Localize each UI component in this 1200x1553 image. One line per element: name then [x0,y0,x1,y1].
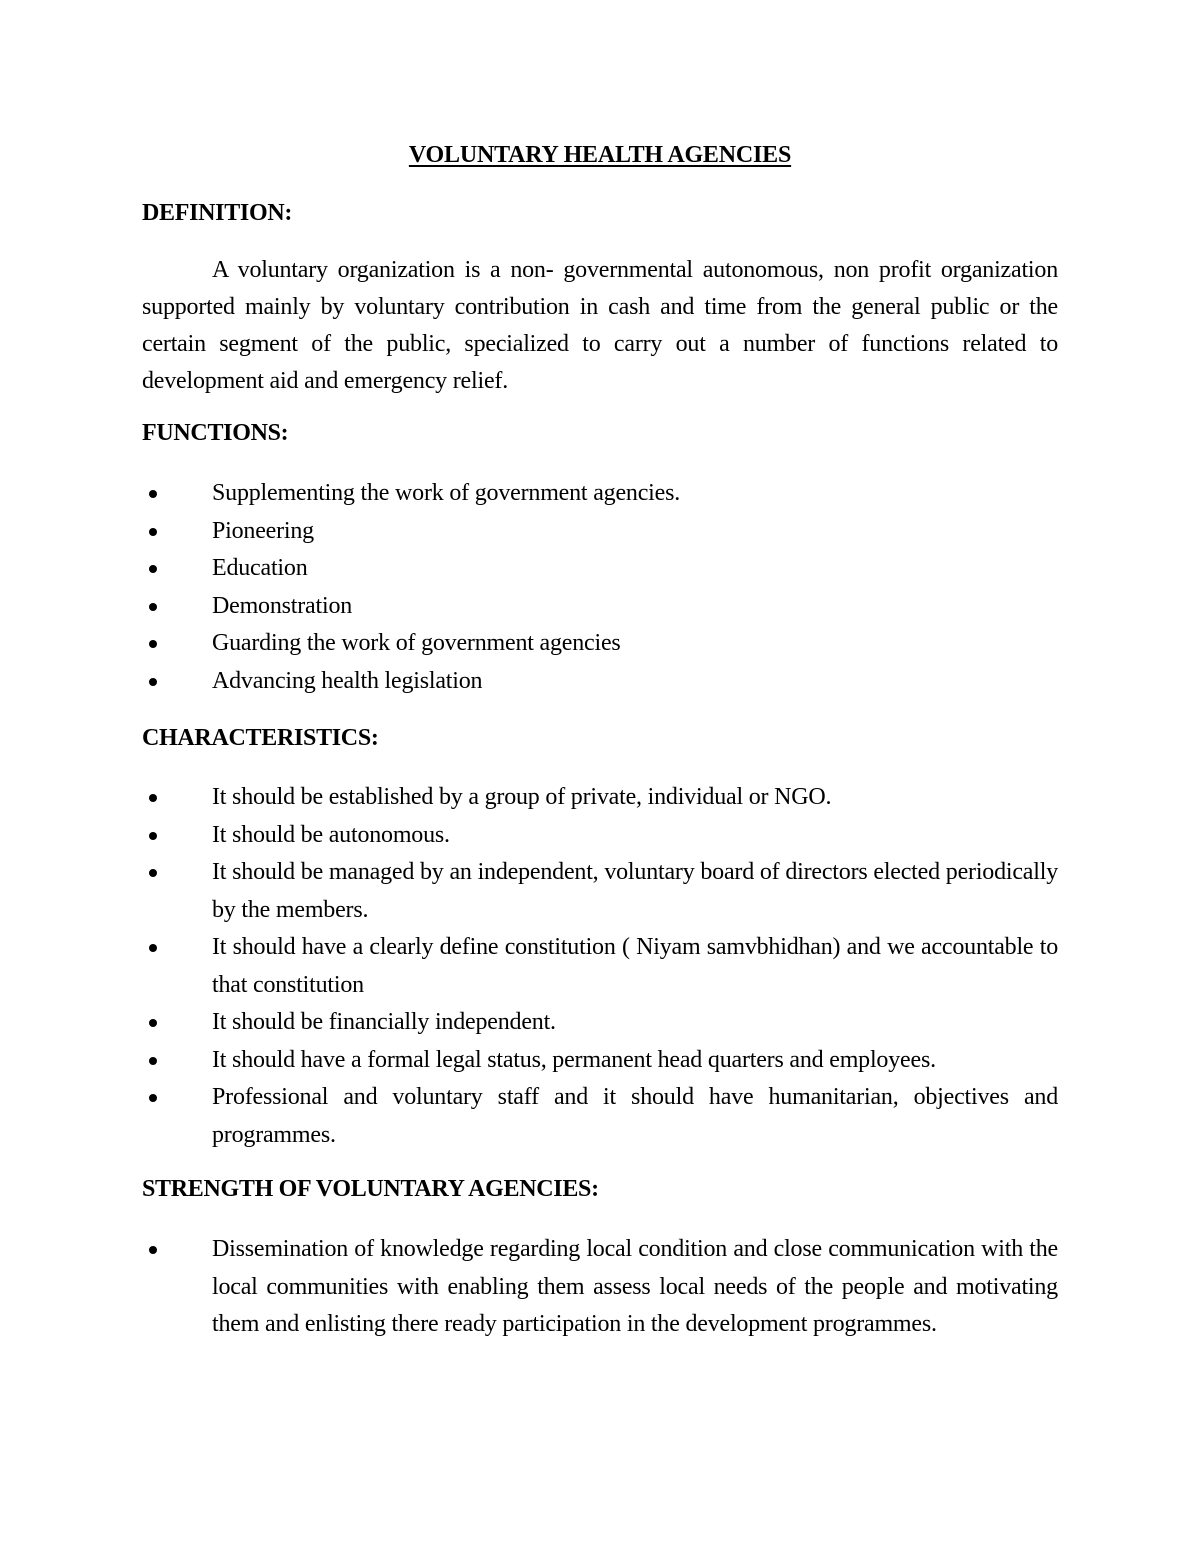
list-item: It should have a clearly define constitution ( Niyam samvbhidhan) and we accountable to that constitution [142,929,1058,1004]
list-item: Dissemination of knowledge regarding local condition and close communication with the local communities with enabling them assess local needs of the people and motivating them and enlisting there ready participation in the development programmes. [142,1231,1058,1344]
list-item: Supplementing the work of government agencies. [142,475,1058,513]
bullet-icon [149,1057,157,1065]
bullet-icon [149,678,157,686]
list-item: It should be established by a group of private, individual or NGO. [142,779,1058,817]
bullet-icon [149,528,157,536]
list-item: Pioneering [142,513,1058,551]
bullet-icon [149,1019,157,1027]
bullet-icon [149,944,157,952]
strength-list [142,1231,1058,1344]
list-item: Guarding the work of government agencies [142,625,1058,663]
list-item: It should be managed by an independent, voluntary board of directors elected periodically by the members. [142,854,1058,929]
list-item: Professional and voluntary staff and it should have humanitarian, objectives and programmes. [142,1079,1058,1154]
list-item: It should be autonomous. [142,817,1058,855]
bullet-icon [149,603,157,611]
functions-heading: FUNCTIONS: [142,420,289,446]
bullet-icon [149,1094,157,1102]
bullet-icon [149,869,157,877]
functions-list [142,475,1058,700]
list-item: Education [142,550,1058,588]
characteristics-heading: CHARACTERISTICS: [142,725,379,751]
bullet-icon [149,565,157,573]
definition-heading: DEFINITION: [142,200,293,226]
list-item: It should have a formal legal status, permanent head quarters and employees. [142,1042,1058,1080]
document-title: VOLUNTARY HEALTH AGENCIES [408,142,792,168]
strength-heading: STRENGTH OF VOLUNTARY AGENCIES: [142,1176,599,1202]
bullet-icon [149,832,157,840]
characteristics-list [142,779,1058,1154]
list-item: Demonstration [142,588,1058,626]
bullet-icon [149,640,157,648]
bullet-icon [149,1246,157,1254]
definition-paragraph: A voluntary organization is a non- governmental autonomous, non profit organization supported mainly by voluntary contribution in cash and time from the general public or the certain segment of the public, specialized to carry out a number of functions related to development aid and emergency relief. [142,257,1058,394]
list-item: It should be financially independent. [142,1004,1058,1042]
bullet-icon [149,794,157,802]
list-item: Advancing health legislation [142,663,1058,701]
bullet-icon [149,490,157,498]
